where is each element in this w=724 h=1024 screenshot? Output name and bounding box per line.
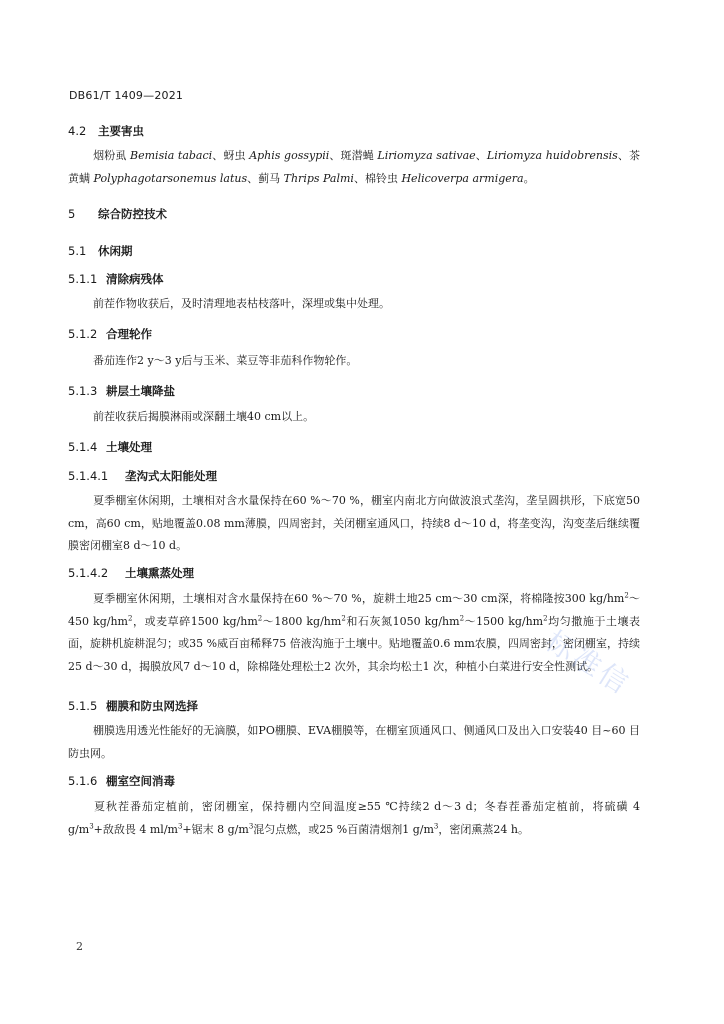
section-title: 合理轮作: [106, 327, 152, 341]
section-number: 5.1.4.2: [68, 566, 109, 580]
section-number: 5.1.2: [68, 327, 98, 341]
scientific-name: Liriomyza sativae: [377, 149, 476, 162]
section-number: 5.1: [68, 244, 87, 258]
section-title: 主要害虫: [98, 124, 144, 138]
paragraph-5-1-2: 番茄连作2 y～3 y后与玉米、菜豆等非茄科作物轮作。: [93, 354, 358, 367]
section-number: 5.1.6: [68, 774, 98, 788]
scientific-name: Helicoverpa armigera: [401, 171, 524, 185]
scientific-name: Thrips Palmi: [283, 171, 354, 185]
section-heading-5-1: [68, 243, 133, 259]
section-number: 5.1.3: [68, 384, 98, 398]
section-title: 土壤熏蒸处理: [125, 566, 194, 580]
section-heading-5-1-6: [68, 773, 175, 789]
section-title: 棚室空间消毒: [106, 774, 175, 788]
section-heading-5-1-5: [68, 698, 198, 714]
paragraph-5-1-4-1: 夏季棚室休闲期，土壤相对含水量保持在60 %～70 %，棚室内南北方向做波浪式垄沟，垄呈圆拱形，下底宽50 cm，高60 cm，贴地覆盖0.08 mm薄膜，四周密封，关闭棚室通风口，持续8 d～10 d，将垄变沟，沟变垄后继续覆膜密闭棚室8 d～10 d。: [68, 494, 640, 552]
section-title: 土壤处理: [106, 440, 152, 454]
section-heading-5-1-3: [68, 383, 175, 399]
section-heading-5: [68, 206, 167, 222]
paragraph-pests: 烟粉虱 Bemisia tabaci、蚜虫 Aphis gossypii、斑潜蝇 Liriomyza sativae、Liriomyza huidobrensis、茶黄螨 Polyphagotarsonemus latus、蓟马 Thrips Palmi、棉铃虫 Helicoverpa armigera。: [68, 149, 640, 185]
scientific-name: Polyphagotarsonemus latus: [93, 171, 248, 185]
section-number: 5.1.5: [68, 699, 98, 713]
paragraph-5-1-5: 棚膜选用透光性能好的无滴膜，如PO棚膜、EVA棚膜等，在棚室顶通风口、侧通风口及出入口安装40 目~60 目防虫网。: [68, 724, 640, 760]
section-number: 5.1.4.1: [68, 469, 109, 483]
scientific-name: Bemisia tabaci: [130, 149, 213, 162]
section-heading-5-1-1: [68, 271, 164, 287]
watermark: 标准信: [539, 624, 637, 702]
section-title: 清除病残体: [106, 272, 164, 286]
paragraph-5-1-1: 前茬作物收获后，及时清理地表枯枝落叶，深埋或集中处理。: [93, 297, 390, 310]
document-code: DB61/T 1409—2021: [69, 89, 184, 102]
section-title: 休闲期: [98, 244, 133, 258]
section-number: 5: [68, 207, 76, 221]
section-heading-5-1-4-1: [68, 468, 217, 484]
section-title: 耕层土壤降盐: [106, 384, 175, 398]
scientific-name: Aphis gossypii: [249, 149, 330, 162]
scientific-name: Liriomyza huidobrensis: [486, 149, 618, 162]
page-number: 2: [76, 940, 83, 953]
section-heading-5-1-4: [68, 439, 152, 455]
section-heading-5-1-2: [68, 326, 152, 342]
paragraph-5-1-4-2: 夏季棚室休闲期，土壤相对含水量保持在60 %～70 %，旋耕土地25 cm～30 cm深，将棉隆按300 $kg/hm^2\sim 450$ $kg/hm^2$，或麦草碎1500 $kg/hm^2\sim 1800$ $kg/hm^2$和石灰氮1050 $kg/hm^2\sim 1500$ $kg/hm^2$均匀撒施于土壤表面，旋耕机旋耕混匀；或35 %威百亩稀释75 倍液沟施于土壤中。贴地覆盖0.6 mm农膜，四周密封，密闭棚室，持续25 d～30 d，揭膜放风7 d～10 d，除棉隆处理松土2 次外，其余均松土1 次，种植小白菜进行安全性测试。: [68, 591, 641, 673]
section-title: 综合防控技术: [98, 207, 167, 221]
section-number: 5.1.1: [68, 272, 98, 286]
paragraph-5-1-6: 夏秋茬番茄定植前，密闭棚室，保持棚内空间温度≥55 ℃持续2 d～3 d；冬春茬番茄定植前，将硫磺 4 $g/m^3+$敌敌畏 4 $ml/m^3+$锯末 8 $g/m^3$混匀点燃，或25 %百菌清烟剂1 $g/m^3$，密闭熏蒸24 h。: [68, 800, 640, 836]
section-title: 棚膜和防虫网选择: [106, 699, 198, 713]
section-heading-5-1-4-2: [68, 565, 194, 581]
section-number: 4.2: [68, 124, 87, 138]
paragraph-5-1-3: 前茬收获后揭膜淋雨或深翻土壤40 cm以上。: [93, 410, 315, 423]
section-number: 5.1.4: [68, 440, 98, 454]
section-heading-4-2: [68, 123, 144, 139]
section-title: 垄沟式太阳能处理: [125, 469, 217, 483]
